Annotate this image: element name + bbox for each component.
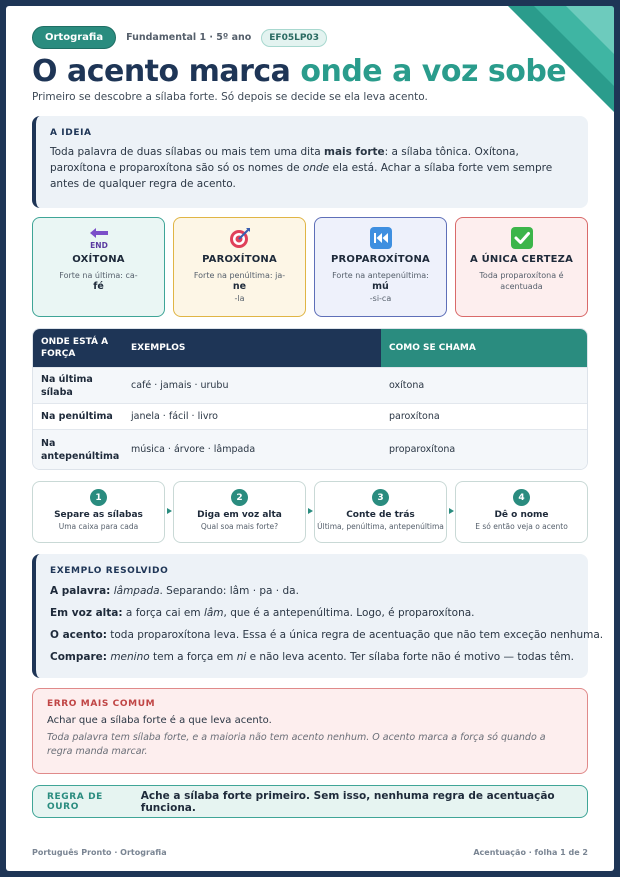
example-line [50,650,574,664]
card-proparoxitona [314,217,447,317]
idea-text-part: : a sílaba tônica. Oxítona, paroxítona e proparoxítona são só os nomes de [50,146,519,174]
card-suffix: -la [234,294,245,303]
header [32,26,327,49]
step-3 [314,481,447,543]
card-word: fé [93,281,104,292]
page-subtitle: Primeiro se descobre a sílaba forte. Só depois se decide se ela leva acento. [32,91,428,103]
card-oxitona [32,217,165,317]
step-number: 2 [231,489,248,506]
table-header-cell: ONDE ESTÁ A FORÇA [33,329,123,367]
table-header-cell: COMO SE CHAMA [381,329,587,367]
table-cell: proparoxítona [389,444,456,455]
table-cell: café · jamais · urubu [131,380,229,391]
arrow-right-icon [308,508,313,514]
example-text: . Separando: lâm · pa · da. [159,585,299,597]
error-note: Toda palavra tem sílaba forte, e a maioria não tem acento nenhum. O acento marca a força só quando a regra manda marcar. [47,732,546,757]
steps-row [32,481,588,543]
table-cell: Na última sílaba [41,373,93,398]
common-error-box [32,688,588,774]
idea-box [32,116,588,208]
idea-text [50,144,574,192]
example-line-label: Em voz alta: [50,607,123,619]
worked-example-box [32,554,604,678]
table-body [33,367,587,469]
step-4 [455,481,588,543]
error-main: Achar que a sílaba forte é a que leva acento. [47,715,272,726]
page-title [32,54,566,89]
subject-pill: Ortografia [32,26,116,49]
card-name: A ÚNICA CERTEZA [469,254,574,265]
card-name: PAROXÍTONA [202,254,277,265]
step-desc: Última, penúltima, antepenúltima [317,522,444,531]
card-paroxitona [173,217,306,317]
step-number: 1 [90,489,107,506]
step-1 [32,481,165,543]
footer-right: Acentuação · folha 1 de 2 [473,848,588,857]
step-number: 4 [513,489,530,506]
table-row [33,429,587,469]
card-name: PROPAROXÍTONA [331,254,430,265]
table-cell: Na antepenúltima [41,437,120,462]
title-part2: onde a voz sobe [300,54,567,89]
example-line [50,606,574,620]
check-icon [510,226,534,250]
golden-rule-label: REGRA DE OURO [47,791,103,812]
step-name: Dê o nome [494,510,549,520]
table-cell: paroxítona [389,411,440,422]
example-line-label: Compare: [50,651,107,663]
stress-table [32,328,588,470]
example-word: menino [110,651,150,663]
card-word: mú [372,281,389,292]
table-cell: oxítona [389,380,425,391]
footer-left: Português Pronto · Ortografia [32,848,167,857]
idea-text-part: Toda palavra de duas sílabas ou mais tem uma dita [50,146,324,158]
idea-text-italic: onde [302,162,330,174]
table-cell: música · árvore · lâmpada [131,444,256,455]
card-desc: Forte na penúltima: ja- [193,271,286,280]
target-icon [228,226,252,250]
step-name: Separe as sílabas [54,510,143,520]
golden-rule-text: Ache a sílaba forte primeiro. Sem isso, nenhuma regra de acentuação funciona. [140,789,555,814]
example-text: e não leva acento. Ter sílaba forte não é motivo — todas têm. [246,651,574,663]
example-text: a força cai em [122,607,204,619]
example-text: tem a força em [149,651,237,663]
card-desc: Forte na última: ca- [59,271,138,280]
rewind-icon [369,226,393,250]
error-label: ERRO MAIS COMUM [47,699,156,709]
title-part1: O acento marca [32,54,301,89]
card-word: ne [232,281,247,292]
idea-text-part: ela está. Achar a sílaba forte vem sempre antes de qualquer regra de acento. [50,162,553,190]
idea-label: A IDEIA [50,128,92,138]
step-desc: Uma caixa para cada [58,522,139,531]
example-word: lâmpada [113,585,160,597]
card-desc: Forte na antepenúltima: [332,271,429,280]
card-desc: Toda proparoxítona é acentuada [479,271,564,291]
golden-rule-box [32,785,588,818]
skill-code-badge: EF05LP03 [261,29,327,47]
step-name: Diga em voz alta [197,510,282,520]
table-row [33,403,587,429]
example-word: ni [236,651,247,663]
table-cell: janela · fácil · livro [131,411,218,422]
example-word: lâm [203,607,224,619]
step-name: Conte de trás [346,510,415,520]
idea-text-bold: mais forte [324,146,385,158]
svg-text:END: END [89,241,108,250]
table-row [33,367,587,403]
end-arrow-icon [87,226,111,250]
arrow-right-icon [449,508,454,514]
step-number: 3 [372,489,389,506]
grade-label: Fundamental 1 · 5º ano [126,32,252,43]
arrow-right-icon [167,508,172,514]
example-line [50,628,604,642]
example-line-label: A palavra: [50,585,111,597]
example-line [50,584,574,598]
worksheet-page [6,6,614,871]
syllable-type-cards [32,217,588,317]
step-2 [173,481,306,543]
card-name: OXÍTONA [72,254,125,265]
card-unica-certeza [455,217,588,317]
table-cell: Na penúltima [41,411,113,422]
table-header-cell: EXEMPLOS [123,329,381,367]
footer [32,848,588,857]
example-label: EXEMPLO RESOLVIDO [50,566,169,576]
table-header [33,329,587,367]
corner-decoration [560,6,614,60]
example-text: , que é a antepenúltima. Logo, é proparoxítona. [223,607,475,619]
card-suffix: -si-ca [369,294,392,303]
step-desc: Qual soa mais forte? [200,522,279,531]
example-text: toda proparoxítona leva. Essa é a única regra de acentuação que não tem exceção nenhuma. [106,629,604,641]
example-line-label: O acento: [50,629,107,641]
step-desc: E só então veja o acento [475,522,568,531]
